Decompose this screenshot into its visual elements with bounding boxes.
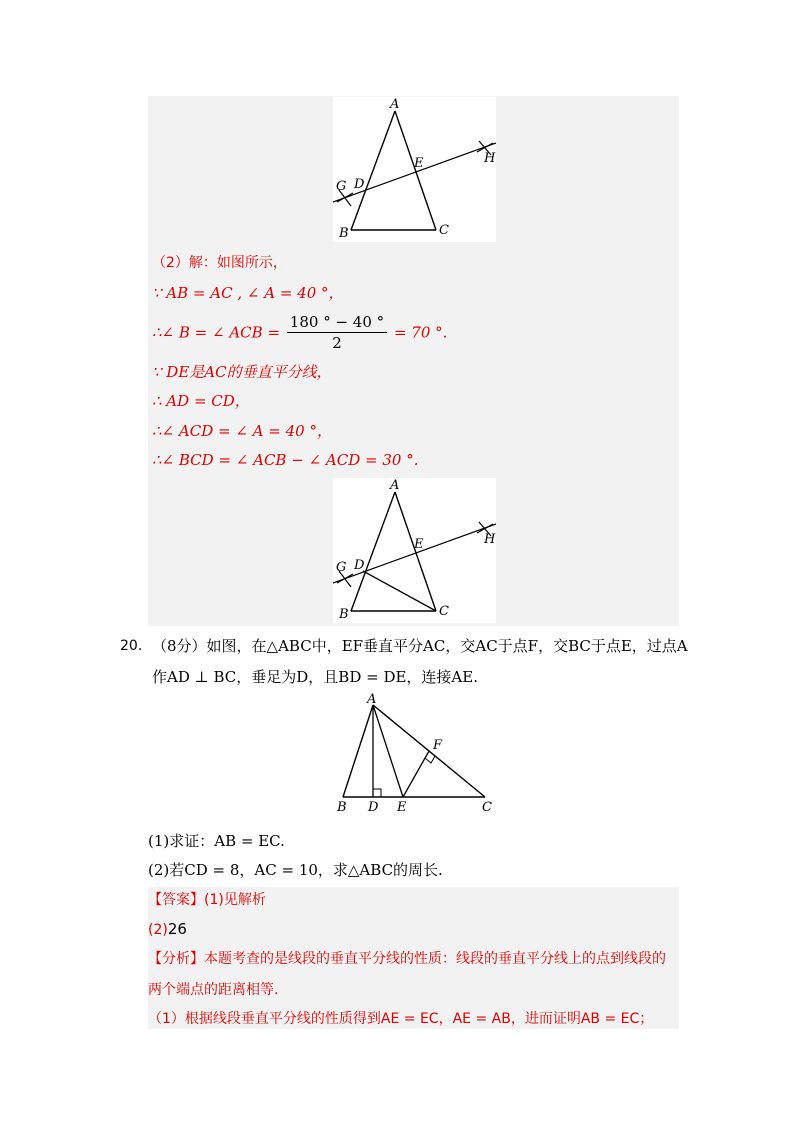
- step-4: ∴ AD = CD，: [152, 392, 250, 410]
- analysis-line-1: [148, 949, 666, 969]
- part2-header: （2）解：如图所示，: [152, 255, 287, 271]
- step-6: ∴∠ BCD = ∠ ACB − ∠ ACD = 30 °.: [152, 451, 419, 469]
- label-a: A: [390, 97, 400, 112]
- segment-ab: [351, 492, 395, 611]
- right-angle-f: [425, 756, 435, 763]
- answer-2-line: [148, 919, 187, 940]
- question-line-2: 作AD ⊥ BC，垂足为D，且BD = DE，连接AE.: [152, 668, 478, 686]
- step-2: [152, 312, 447, 353]
- question-part-2: (2)若CD = 8，AC = 10，求△ABC的周长.: [148, 861, 443, 879]
- step-3: ∵ DE是AC的垂直平分线，: [152, 363, 332, 381]
- label-g: G: [336, 179, 347, 194]
- segment-cd: [363, 571, 436, 611]
- label-e: E: [414, 156, 424, 171]
- label-e: E: [397, 800, 407, 815]
- analysis-tag: 【分析】: [148, 951, 204, 967]
- label-c: C: [439, 604, 449, 619]
- answer-2-label: (2): [148, 922, 168, 938]
- question-line-1: （8分）如图，在△ABC中，EF垂直平分AC，交AC于点F，交BC于点E，过点A: [152, 637, 688, 655]
- analysis-line-2: 两个端点的距离相等.: [148, 982, 279, 998]
- step-5: ∴∠ ACD = ∠ A = 40 °，: [152, 422, 332, 440]
- label-d: D: [354, 177, 365, 192]
- line-gh: [333, 143, 496, 202]
- step-2-fraction: [287, 312, 387, 353]
- step-2-prefix: ∴∠ B = ∠ ACB =: [152, 323, 281, 342]
- answer-line: [148, 890, 266, 910]
- label-g: G: [336, 560, 347, 575]
- answer-2-value: 26: [167, 920, 187, 938]
- analysis-text-1: 本题考查的是线段的垂直平分线的性质：线段的垂直平分线上的点到线段的: [204, 951, 666, 967]
- step-2-suffix: = 70 °.: [393, 323, 448, 342]
- label-h: H: [484, 532, 496, 547]
- label-e: E: [414, 537, 424, 552]
- label-b: B: [339, 226, 349, 241]
- label-d: D: [354, 558, 365, 573]
- segment-ae: [373, 705, 403, 797]
- fraction-denominator: 2: [332, 334, 342, 352]
- fraction-numerator: 180 ° − 40 °: [287, 312, 387, 333]
- figure-triangle-abc-efd: [333, 693, 503, 818]
- answer-1: (1)见解析: [204, 892, 266, 908]
- label-d: D: [368, 800, 379, 815]
- label-b: B: [337, 800, 347, 815]
- segment-ab: [351, 111, 395, 230]
- question-number: 20.: [120, 638, 143, 654]
- step-1: ∵ AB = AC , ∠ A = 40 °，: [152, 284, 344, 302]
- label-c: C: [439, 223, 449, 238]
- figure-triangle-with-cd: [333, 478, 496, 623]
- label-f: F: [433, 738, 443, 753]
- segment-ab: [343, 705, 373, 797]
- figure-triangle-construction: [333, 97, 496, 242]
- answer-tag: 【答案】: [148, 892, 204, 908]
- right-angle-d: [373, 789, 381, 797]
- label-a: A: [367, 693, 377, 707]
- line-gh: [333, 524, 496, 583]
- label-c: C: [482, 800, 492, 815]
- label-a: A: [390, 478, 400, 493]
- label-b: B: [339, 607, 349, 622]
- analysis-line-3: （1）根据线段垂直平分线的性质得到AE = EC，AE = AB，进而证明AB = EC；: [148, 1011, 654, 1027]
- label-h: H: [484, 151, 496, 166]
- question-part-1: (1)求证：AB = EC.: [148, 832, 285, 850]
